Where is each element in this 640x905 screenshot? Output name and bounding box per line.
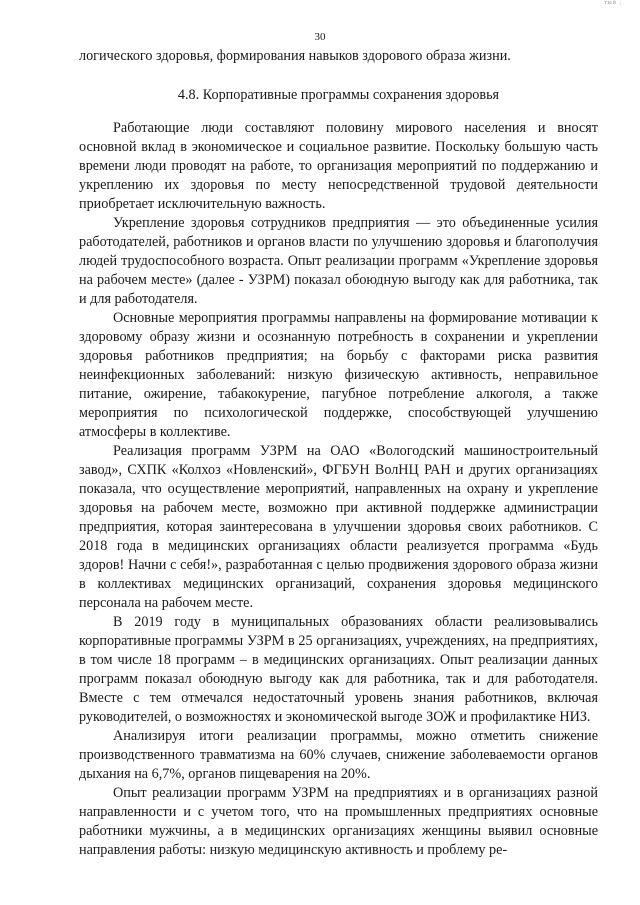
- paragraph-4: Реализация программ УЗРМ на ОАО «Вологодский машиностроительный завод», СХПК «Колхоз «Новленский», ФГБУН ВолНЦ РАН и других организациях показала, что осуществление мероприятий, направленных на охрану и укрепление здоровья на рабочем месте, возможно при активной поддержке администрации предприятия, которая заинтересована в улучшении здоровья своих работников. С 2018 года в медицинских организациях области реализуется программа «Будь здоров! Начни с себя!», разработанная с целью продвижения здорового образа жизни в коллективах медицинских организаций, сохранения здоровья медицинского персонала на рабочем месте.: [79, 443, 598, 611]
- paragraph-7: Опыт реализации программ УЗРМ на предприятиях и в организациях разной направленности и с учетом того, что на промышленных предприятиях основные работники мужчины, а в медицинских организациях женщины выявил основные направления работы: низкую медицинскую активность и проблему ре-: [79, 785, 598, 858]
- paragraph-5: В 2019 году в муниципальных образованиях области реализовывались корпоративные программы УЗРМ в 25 организациях, учреждениях, на предприятиях, в том числе 18 программ – в медицинских организациях. Опыт реализации данных программ показал обоюдную выгоду как для работника, так и для работодателя. Вместе с тем отмечался недостаточный уровень знания работников, включая руководителей, о возможностях и экономической выгоде ЗОЖ и профилактике НИЗ.: [79, 614, 598, 725]
- paragraph-2: Укрепление здоровья сотрудников предприятия — это объединенные усилия работодателей, работников и органов власти по улучшению здоровья и благополучия людей трудоспособного возраста. Опыт реализации программ «Укрепление здоровья на рабочем месте» (далее - УЗРМ) показал обоюдную выгоду как для работника, так и для работодателя.: [79, 215, 598, 307]
- paragraph-6: Анализируя итоги реализации программы, можно отметить снижение производственного травматизма на 60% случаев, снижение заболеваемости органов дыхания на 6,7%, органов пищеварения на 20%.: [79, 728, 598, 782]
- continuation-text: логического здоровья, формирования навыков здорового образа жизни.: [79, 48, 511, 64]
- section-title: 4.8. Корпоративные программы сохранения здоровья: [177, 87, 500, 103]
- page-number: 30: [314, 31, 326, 43]
- paragraph-1: Работающие люди составляют половину мирового населения и вносят основной вклад в экономическое и социальное развитие. Поскольку большую часть времени люди проводят на работе, то организация мероприятий по поддержанию и укреплению их здоровья по месту непосредственной трудовой деятельности приобретает исключительную важность.: [79, 120, 598, 212]
- page-body: [79, 47, 598, 860]
- paragraph-3: Основные мероприятия программы направлены на формирование мотивации к здоровому образу жизни и осознанную потребность в сохранении и укреплении здоровья работников предприятия; на борьбу с факторами риска развития неинфекционных заболеваний: низкую физическую активность, неправильное питание, ожирение, табакокурение, пагубное потребление алкоголя, а также мероприятия по психологической поддержке, способствующей улучшению атмосферы в коллективе.: [79, 310, 598, 440]
- corner-mark: тый ;: [603, 0, 622, 6]
